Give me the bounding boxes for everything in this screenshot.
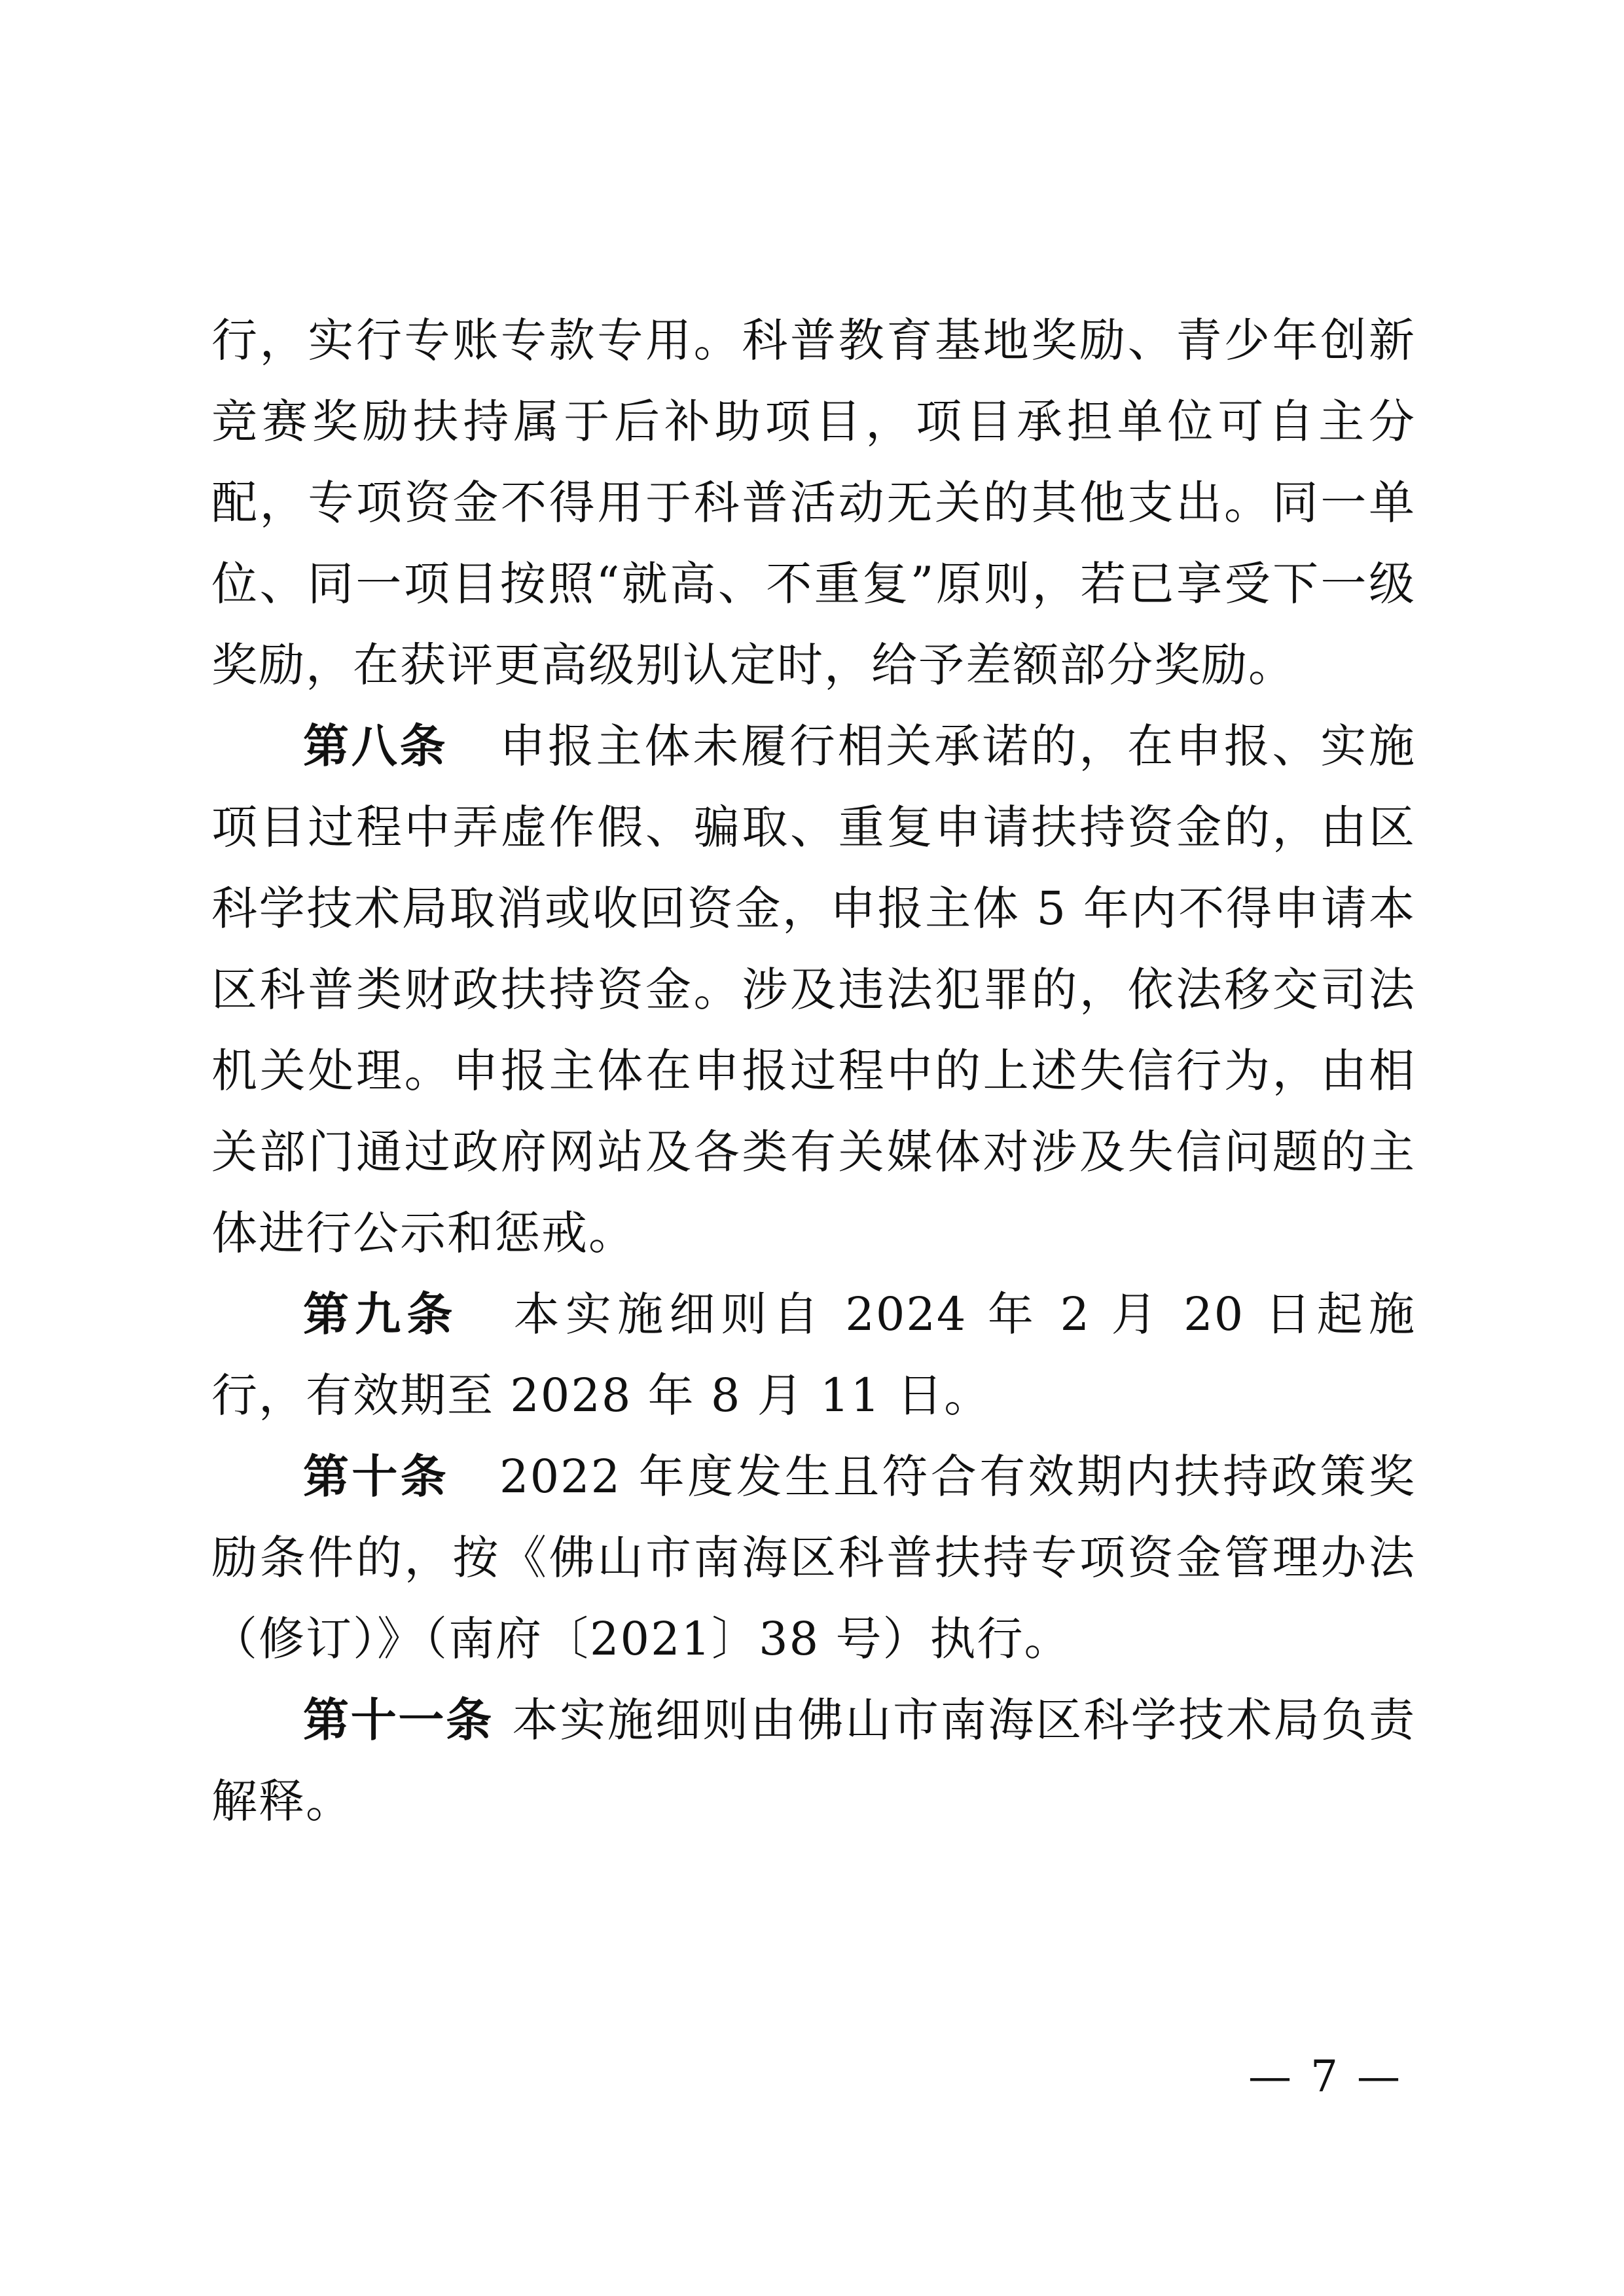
article-text: 本实施细则自 2024 年 2 月 20 日起施行，有效期至 2028 年 8 月 11 日。 — [211, 1287, 1416, 1422]
article-label: 第八条 — [303, 719, 448, 773]
article-label: 第十条 — [303, 1450, 450, 1503]
document-body — [211, 300, 1416, 1842]
article-8 — [211, 706, 1416, 1274]
article-label: 第十一条 — [303, 1693, 494, 1747]
article-10 — [211, 1436, 1416, 1679]
article-label: 第九条 — [303, 1287, 459, 1341]
paragraph-text: 行，实行专账专款专用。科普教育基地奖励、青少年创新竞赛奖励扶持属于后补助项目，项目承担单位可自主分配，专项资金不得用于科普活动无关的其他支出。同一单位、同一项目按照“就高、不重复”原则，若已享受下一级奖励，在获评更高级别认定时，给予差额部分奖励。 — [211, 314, 1416, 692]
article-9 — [211, 1274, 1416, 1436]
paragraph-continuation — [211, 300, 1416, 706]
page-number: — 7 — — [1248, 2051, 1403, 2102]
article-11 — [211, 1679, 1416, 1842]
article-text: 2022 年度发生且符合有效期内扶持政策奖励条件的，按《佛山市南海区科普扶持专项资金管理办法（修订）》（南府〔2021〕38 号）执行。 — [211, 1450, 1416, 1666]
article-text: 申报主体未履行相关承诺的，在申报、实施项目过程中弄虚作假、骗取、重复申请扶持资金的，由区科学技术局取消或收回资金，申报主体 5 年内不得申请本区科普类财政扶持资金。涉及违法犯罪的，依法移交司法机关处理。申报主体在申报过程中的上述失信行为，由相关部门通过政府网站及各类有关媒体对涉及失信问题的主体进行公示和惩戒。 — [211, 719, 1416, 1260]
article-text: 本实施细则由佛山市南海区科学技术局负责解释。 — [211, 1693, 1416, 1828]
